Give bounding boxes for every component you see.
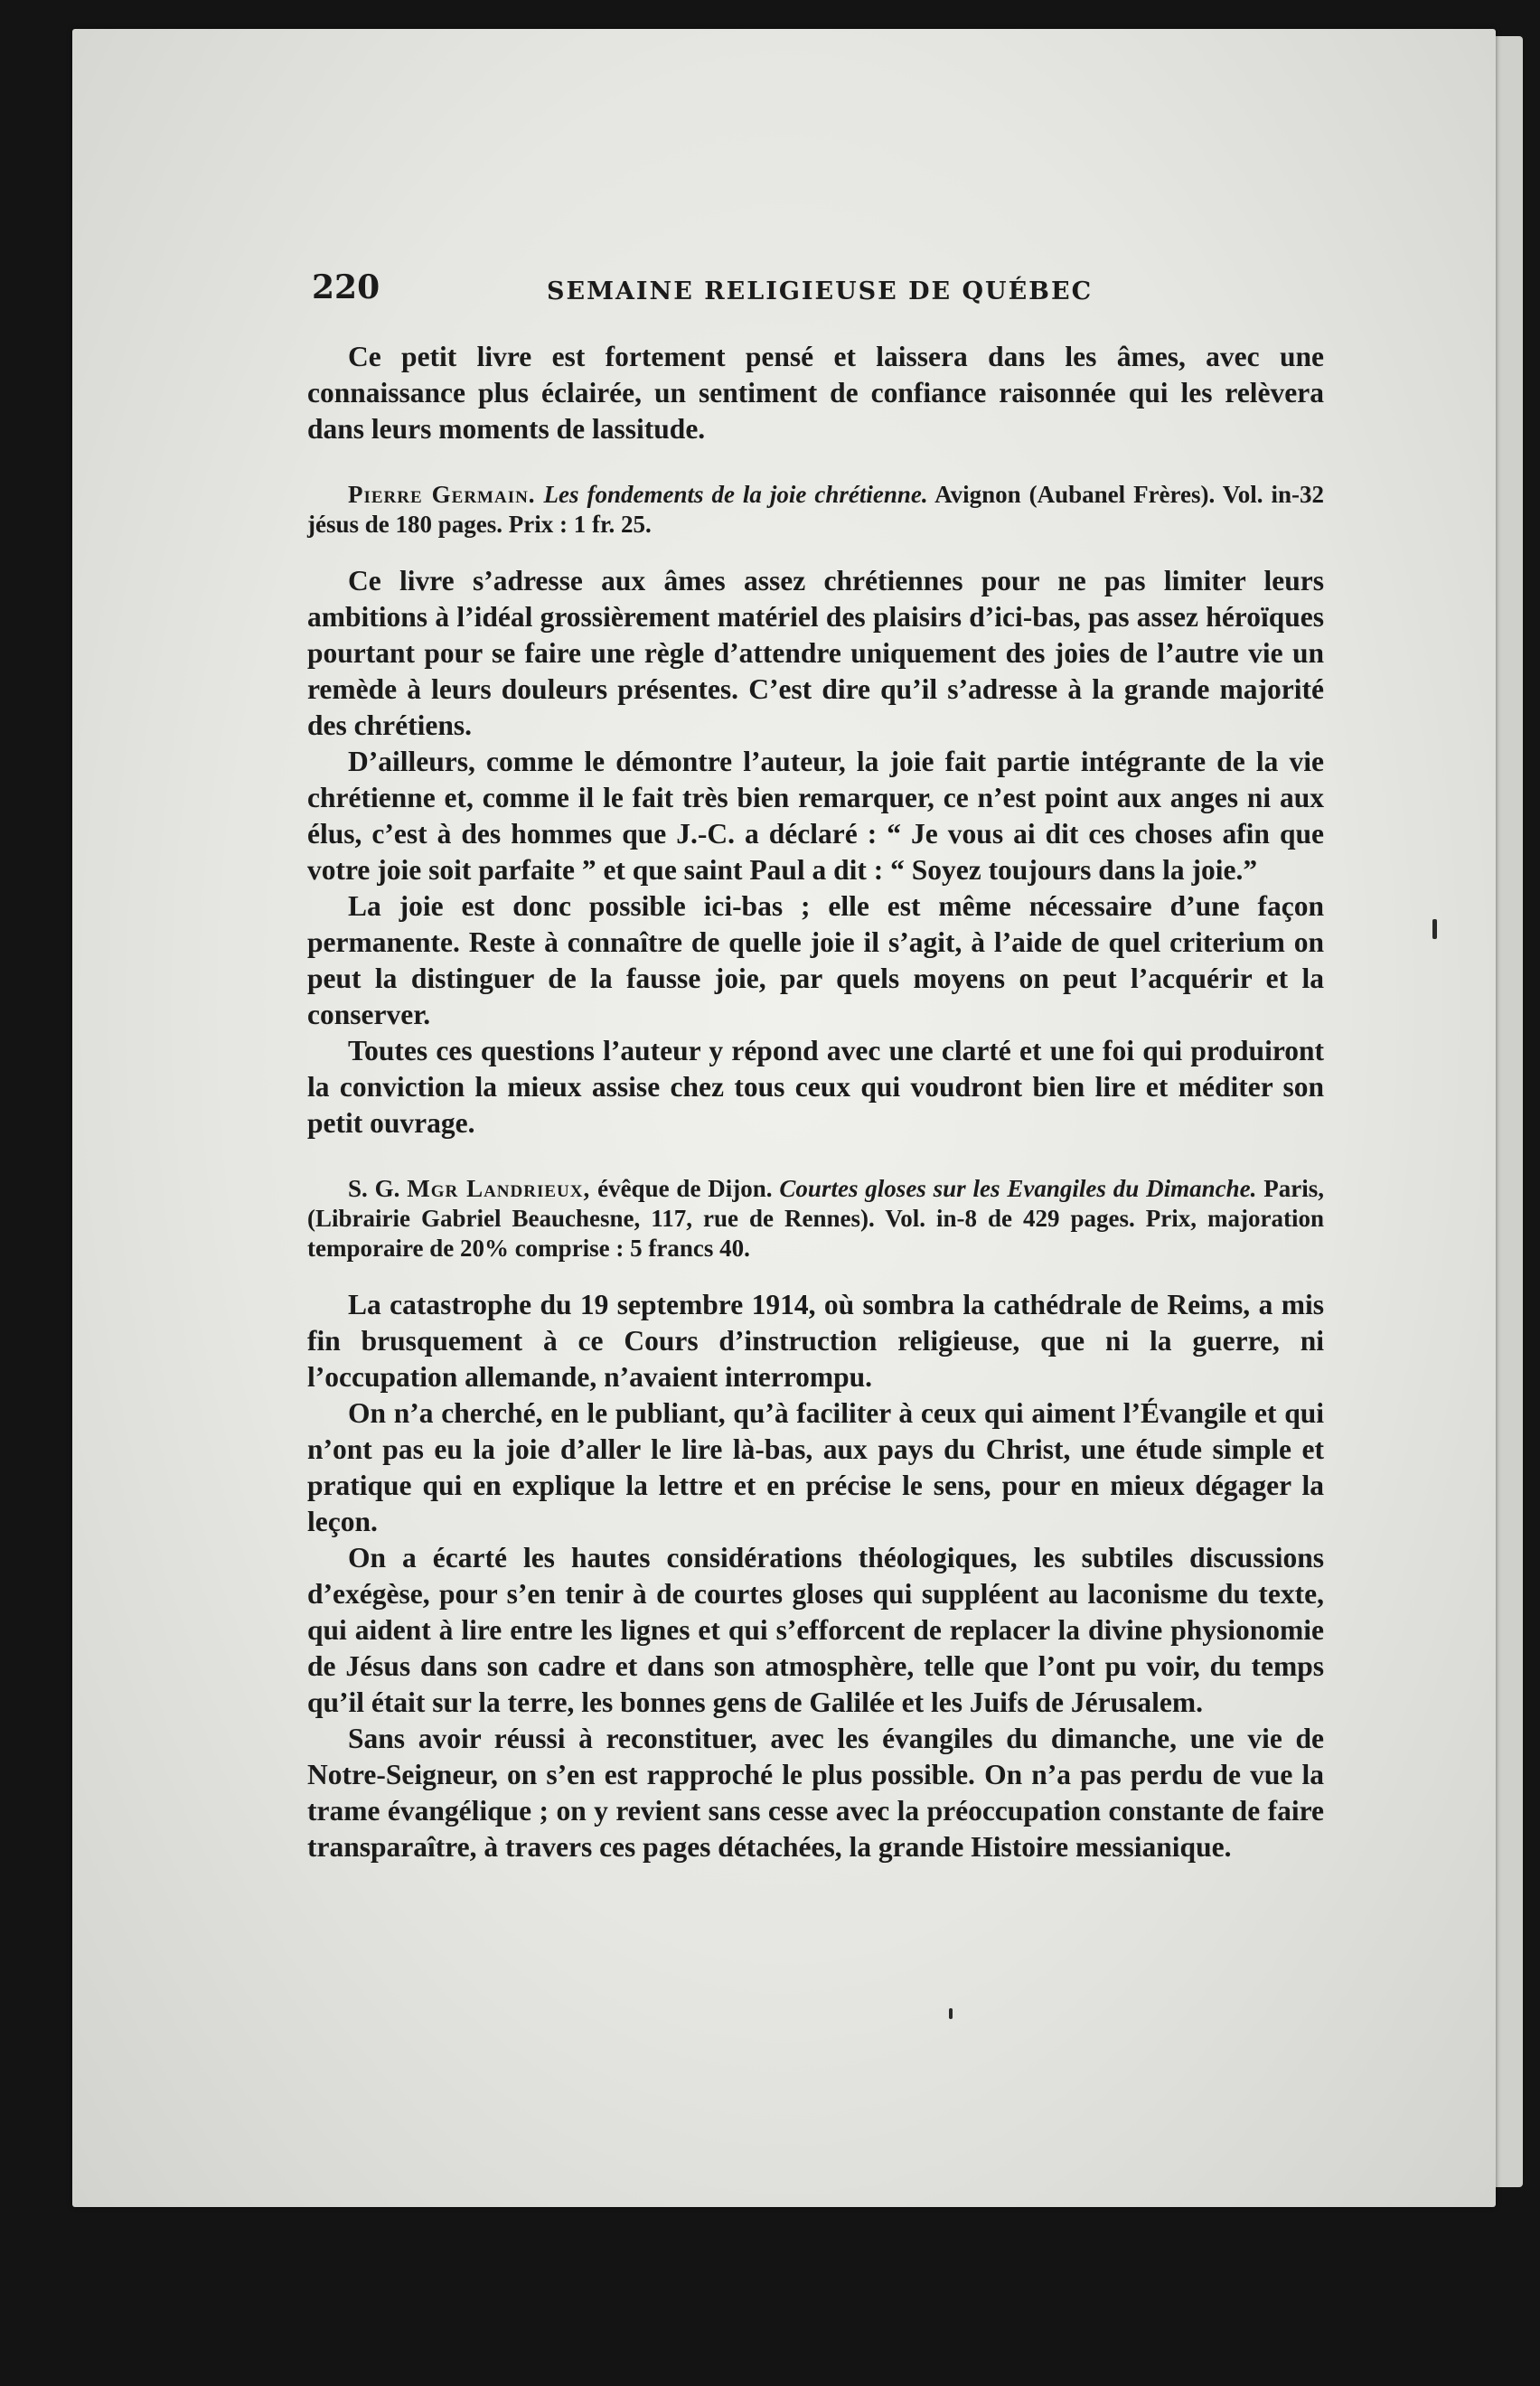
running-title: SEMAINE RELIGIEUSE DE QUÉBEC [547, 277, 1094, 305]
notice-2-author: Mgr Landrieux, [407, 1175, 591, 1202]
review-2-paragraph: On a écarté les hautes considérations théologiques, les subtiles discussions d’exégèse, pour s’en tenir à de courtes gloses qui suppléent au laconisme du texte, qui aident à lire entre les lignes et qui s’efforcent de replacer la divine physionomie de Jésus dans son cadre et dans son atmosphère, telle que l’ont pu voir, du temps qu’il était sur la terre, les bonnes gens de Galilée et les Juifs de Jérusalem. [307, 1542, 1324, 1718]
notice-2-author-prefix: S. G. [348, 1175, 400, 1202]
review-2-paragraph: Sans avoir réussi à reconstituer, avec les évangiles du dimanche, une vie de Notre-Seigneur, on s’en est rapproché le plus possible. On n’a pas perdu de vue la trame évangélique ; on y revient sans cesse avec la préoccupation constante de faire transparaître, à travers ces pages détachées, la grande Histoire messianique. [307, 1723, 1324, 1863]
page-body [307, 339, 1324, 1865]
review-1-paragraph: Toutes ces questions l’auteur y répond avec une clarté et une foi qui produiront la conviction la mieux assise chez tous ceux qui voudront bien lire et méditer son petit ouvrage. [307, 1035, 1324, 1139]
notice-1-author: Pierre Germain. [348, 481, 536, 508]
notice-2-publication: Paris, (Librairie Gabriel Beauchesne, 117, rue de Rennes). Vol. in-8 de 429 pages. Prix, majoration temporaire de 20% comprise : 5 francs 40. [307, 1175, 1324, 1262]
book-notice-1 [307, 480, 1324, 540]
notice-2-author-suffix: évêque de Dijon. [597, 1175, 773, 1202]
notice-2-title: Courtes gloses sur les Evangiles du Dimanche. [779, 1175, 1257, 1202]
scan-speck [1432, 919, 1437, 939]
book-notice-2 [307, 1174, 1324, 1263]
page-number: 220 [312, 268, 380, 306]
review-2-paragraph: On n’a cherché, en le publiant, qu’à faciliter à ceux qui aiment l’Évangile et qui n’ont pas eu la joie d’aller le lire là-bas, aux pays du Christ, une étude simple et pratique qui en explique la lettre et en précise le sens, pour en mieux dégager la leçon. [307, 1397, 1324, 1537]
review-1-paragraph: Ce livre s’adresse aux âmes assez chrétiennes pour ne pas limiter leurs ambitions à l’idéal grossièrement matériel des plaisirs d’ici-bas, pas assez héroïques pourtant pour se faire une règle d’attendre uniquement des joies de l’autre vie un remède à leurs douleurs présentes. C’est dire qu’il s’adresse à la grande majorité des chrétiens. [307, 565, 1324, 741]
page-header [307, 250, 1324, 314]
notice-1-publication: Avignon (Aubanel Frères). Vol. in-32 jésus de 180 pages. Prix : 1 fr. 25. [307, 481, 1325, 538]
review-2-paragraph: La catastrophe du 19 septembre 1914, où sombra la cathédrale de Reims, a mis fin brusquement à ce Cours d’instruction religieuse, que ni la guerre, ni l’occupation allemande, n’avaient interrompu. [307, 1289, 1324, 1393]
book-page [72, 29, 1496, 2207]
page-content [307, 250, 1324, 1865]
notice-1-title: Les fondements de la joie chrétienne. [543, 481, 928, 508]
review-1-paragraph: D’ailleurs, comme le démontre l’auteur, la joie fait partie intégrante de la vie chrétienne et, comme il le fait très bien remarquer, ce n’est point aux anges ni aux élus, c’est à des hommes que J.-C. a déclaré : “ Je vous ai dit ces choses afin que votre joie soit parfaite ” et que saint Paul a dit : “ Soyez toujours dans la joie.” [307, 746, 1324, 886]
review-1-paragraph: La joie est donc possible ici-bas ; elle est même nécessaire d’une façon permanente. Reste à connaître de quelle joie il s’agit, à l’aide de quel criterium on peut la distinguer de la fausse joie, par quels moyens on peut l’acquérir et la conserver. [307, 890, 1324, 1030]
intro-paragraph: Ce petit livre est fortement pensé et laissera dans les âmes, avec une connaissance plus éclairée, un sentiment de confiance raisonnée qui les relèvera dans leurs moments de lassitude. [307, 341, 1324, 445]
scan-speck [949, 2008, 953, 2019]
